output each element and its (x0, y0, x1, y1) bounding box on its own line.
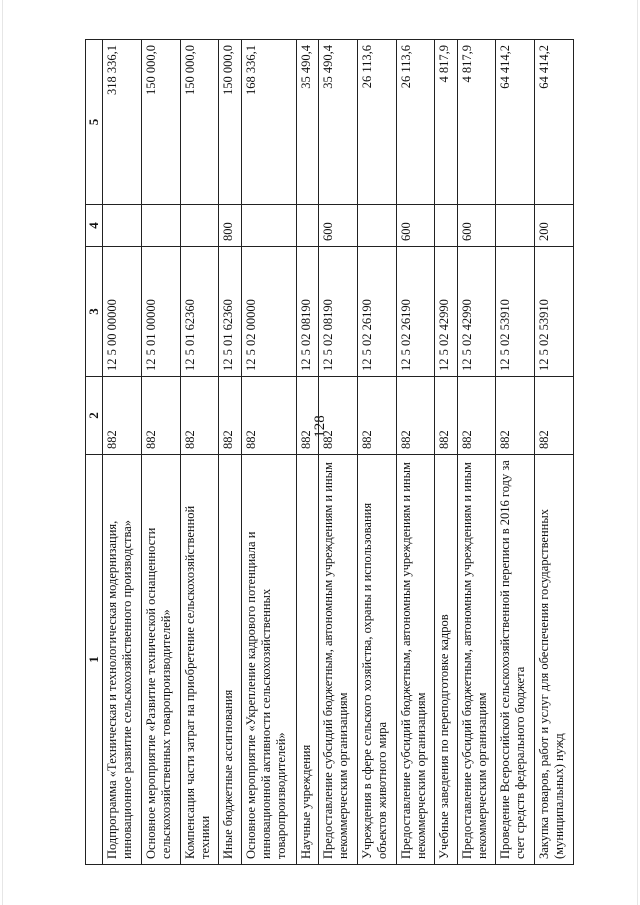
row-code-cell: 882 (435, 377, 457, 455)
row-sum-cell: 26 113,6 (357, 40, 396, 205)
row-sum-cell: 64 414,2 (496, 40, 535, 205)
row-name-cell: Компенсация части затрат на приобретение сельскохозяйственной техники (180, 455, 219, 865)
row-vr-cell (357, 205, 396, 247)
row-sum-cell: 318 336,1 (103, 40, 142, 205)
row-kbk-cell: 12 5 01 62360 (219, 247, 241, 377)
row-vr-cell: 600 (396, 205, 435, 247)
row-code-cell: 882 (396, 377, 435, 455)
row-kbk-cell: 12 5 02 42990 (435, 247, 457, 377)
table-row (141, 40, 180, 865)
row-code-cell: 882 (180, 377, 219, 455)
row-kbk-cell: 12 5 02 08190 (296, 247, 318, 377)
header-col-1: 1 (86, 455, 103, 865)
header-col-3: 3 (86, 247, 103, 377)
row-vr-cell: 600 (319, 205, 358, 247)
budget-table-rotated (85, 40, 574, 865)
row-sum-cell: 26 113,6 (396, 40, 435, 205)
row-kbk-cell: 12 5 02 00000 (241, 247, 296, 377)
row-vr-cell (103, 205, 142, 247)
row-kbk-cell: 12 5 00 00000 (103, 247, 142, 377)
row-name-cell: Предоставление субсидий бюджетным, автономным учреждениям и иным некоммерческим организациям (457, 455, 496, 865)
row-kbk-cell: 12 5 02 08190 (319, 247, 358, 377)
row-name-cell: Основное мероприятие «Развитие технической оснащенности сельскохозяйственных товаропроизводителей» (141, 455, 180, 865)
row-sum-cell: 4 817,9 (435, 40, 457, 205)
row-name-cell: Закупка товаров, работ и услуг для обеспечения государственных (муниципальных) нужд (535, 455, 574, 865)
budget-table (85, 39, 574, 865)
row-vr-cell: 200 (535, 205, 574, 247)
row-name-cell: Научные учреждения (296, 455, 318, 865)
header-col-5: 5 (86, 40, 103, 205)
row-vr-cell (296, 205, 318, 247)
row-vr-cell (180, 205, 219, 247)
row-sum-cell: 150 000,0 (141, 40, 180, 205)
row-kbk-cell: 12 5 02 53910 (496, 247, 535, 377)
budget-table-container (85, 40, 574, 865)
header-col-4: 4 (86, 205, 103, 247)
table-row (241, 40, 296, 865)
row-name-cell: Предоставление субсидий бюджетным, автономным учреждениям и иным некоммерческим организациям (319, 455, 358, 865)
row-code-cell: 882 (457, 377, 496, 455)
row-code-cell: 882 (535, 377, 574, 455)
row-vr-cell (241, 205, 296, 247)
row-vr-cell: 600 (457, 205, 496, 247)
row-sum-cell: 64 414,2 (535, 40, 574, 205)
table-row (457, 40, 496, 865)
table-row (396, 40, 435, 865)
row-kbk-cell: 12 5 02 26190 (357, 247, 396, 377)
table-row (296, 40, 318, 865)
row-code-cell: 882 (103, 377, 142, 455)
row-code-cell: 882 (357, 377, 396, 455)
table-row (180, 40, 219, 865)
row-code-cell: 882 (219, 377, 241, 455)
row-sum-cell: 4 817,9 (457, 40, 496, 205)
row-code-cell: 882 (496, 377, 535, 455)
header-col-2: 2 (86, 377, 103, 455)
row-vr-cell (496, 205, 535, 247)
row-name-cell: Учреждения в сфере сельского хозяйства, охраны и использования объектов животного мира (357, 455, 396, 865)
row-kbk-cell: 12 5 01 62360 (180, 247, 219, 377)
row-name-cell: Учебные заведения по переподготовке кадров (435, 455, 457, 865)
row-kbk-cell: 12 5 01 00000 (141, 247, 180, 377)
row-name-cell: Подпрограмма «Техническая и технологическая модернизация, инновационное развитие сельскохозяйственного производства» (103, 455, 142, 865)
table-row (435, 40, 457, 865)
table-header-row (86, 40, 103, 865)
row-code-cell: 882 (319, 377, 358, 455)
row-name-cell: Основное мероприятие «Укрепление кадрового потенциала и инновационной активности сельскохозяйственных товаропроизводителей» (241, 455, 296, 865)
row-sum-cell: 35 490,4 (319, 40, 358, 205)
row-code-cell: 882 (241, 377, 296, 455)
table-row (535, 40, 574, 865)
table-row (319, 40, 358, 865)
row-code-cell: 882 (296, 377, 318, 455)
row-sum-cell: 150 000,0 (180, 40, 219, 205)
row-code-cell: 882 (141, 377, 180, 455)
row-name-cell: Проведение Всероссийской сельскохозяйственной переписи в 2016 году за счет средств федерального бюджета (496, 455, 535, 865)
row-name-cell: Иные бюджетные ассигнования (219, 455, 241, 865)
row-name-cell: Предоставление субсидий бюджетным, автономным учреждениям и иным некоммерческим организациям (396, 455, 435, 865)
scan-edge-right (637, 0, 638, 905)
row-vr-cell (141, 205, 180, 247)
table-row (219, 40, 241, 865)
row-kbk-cell: 12 5 02 42990 (457, 247, 496, 377)
table-row (496, 40, 535, 865)
row-sum-cell: 150 000,0 (219, 40, 241, 205)
row-sum-cell: 35 490,4 (296, 40, 318, 205)
table-row (103, 40, 142, 865)
scan-edge-left (2, 0, 3, 905)
row-kbk-cell: 12 5 02 53910 (535, 247, 574, 377)
row-sum-cell: 168 336,1 (241, 40, 296, 205)
row-vr-cell: 800 (219, 205, 241, 247)
page-number-text: 128 (311, 415, 328, 438)
row-kbk-cell: 12 5 02 26190 (396, 247, 435, 377)
row-vr-cell (435, 205, 457, 247)
table-row (357, 40, 396, 865)
